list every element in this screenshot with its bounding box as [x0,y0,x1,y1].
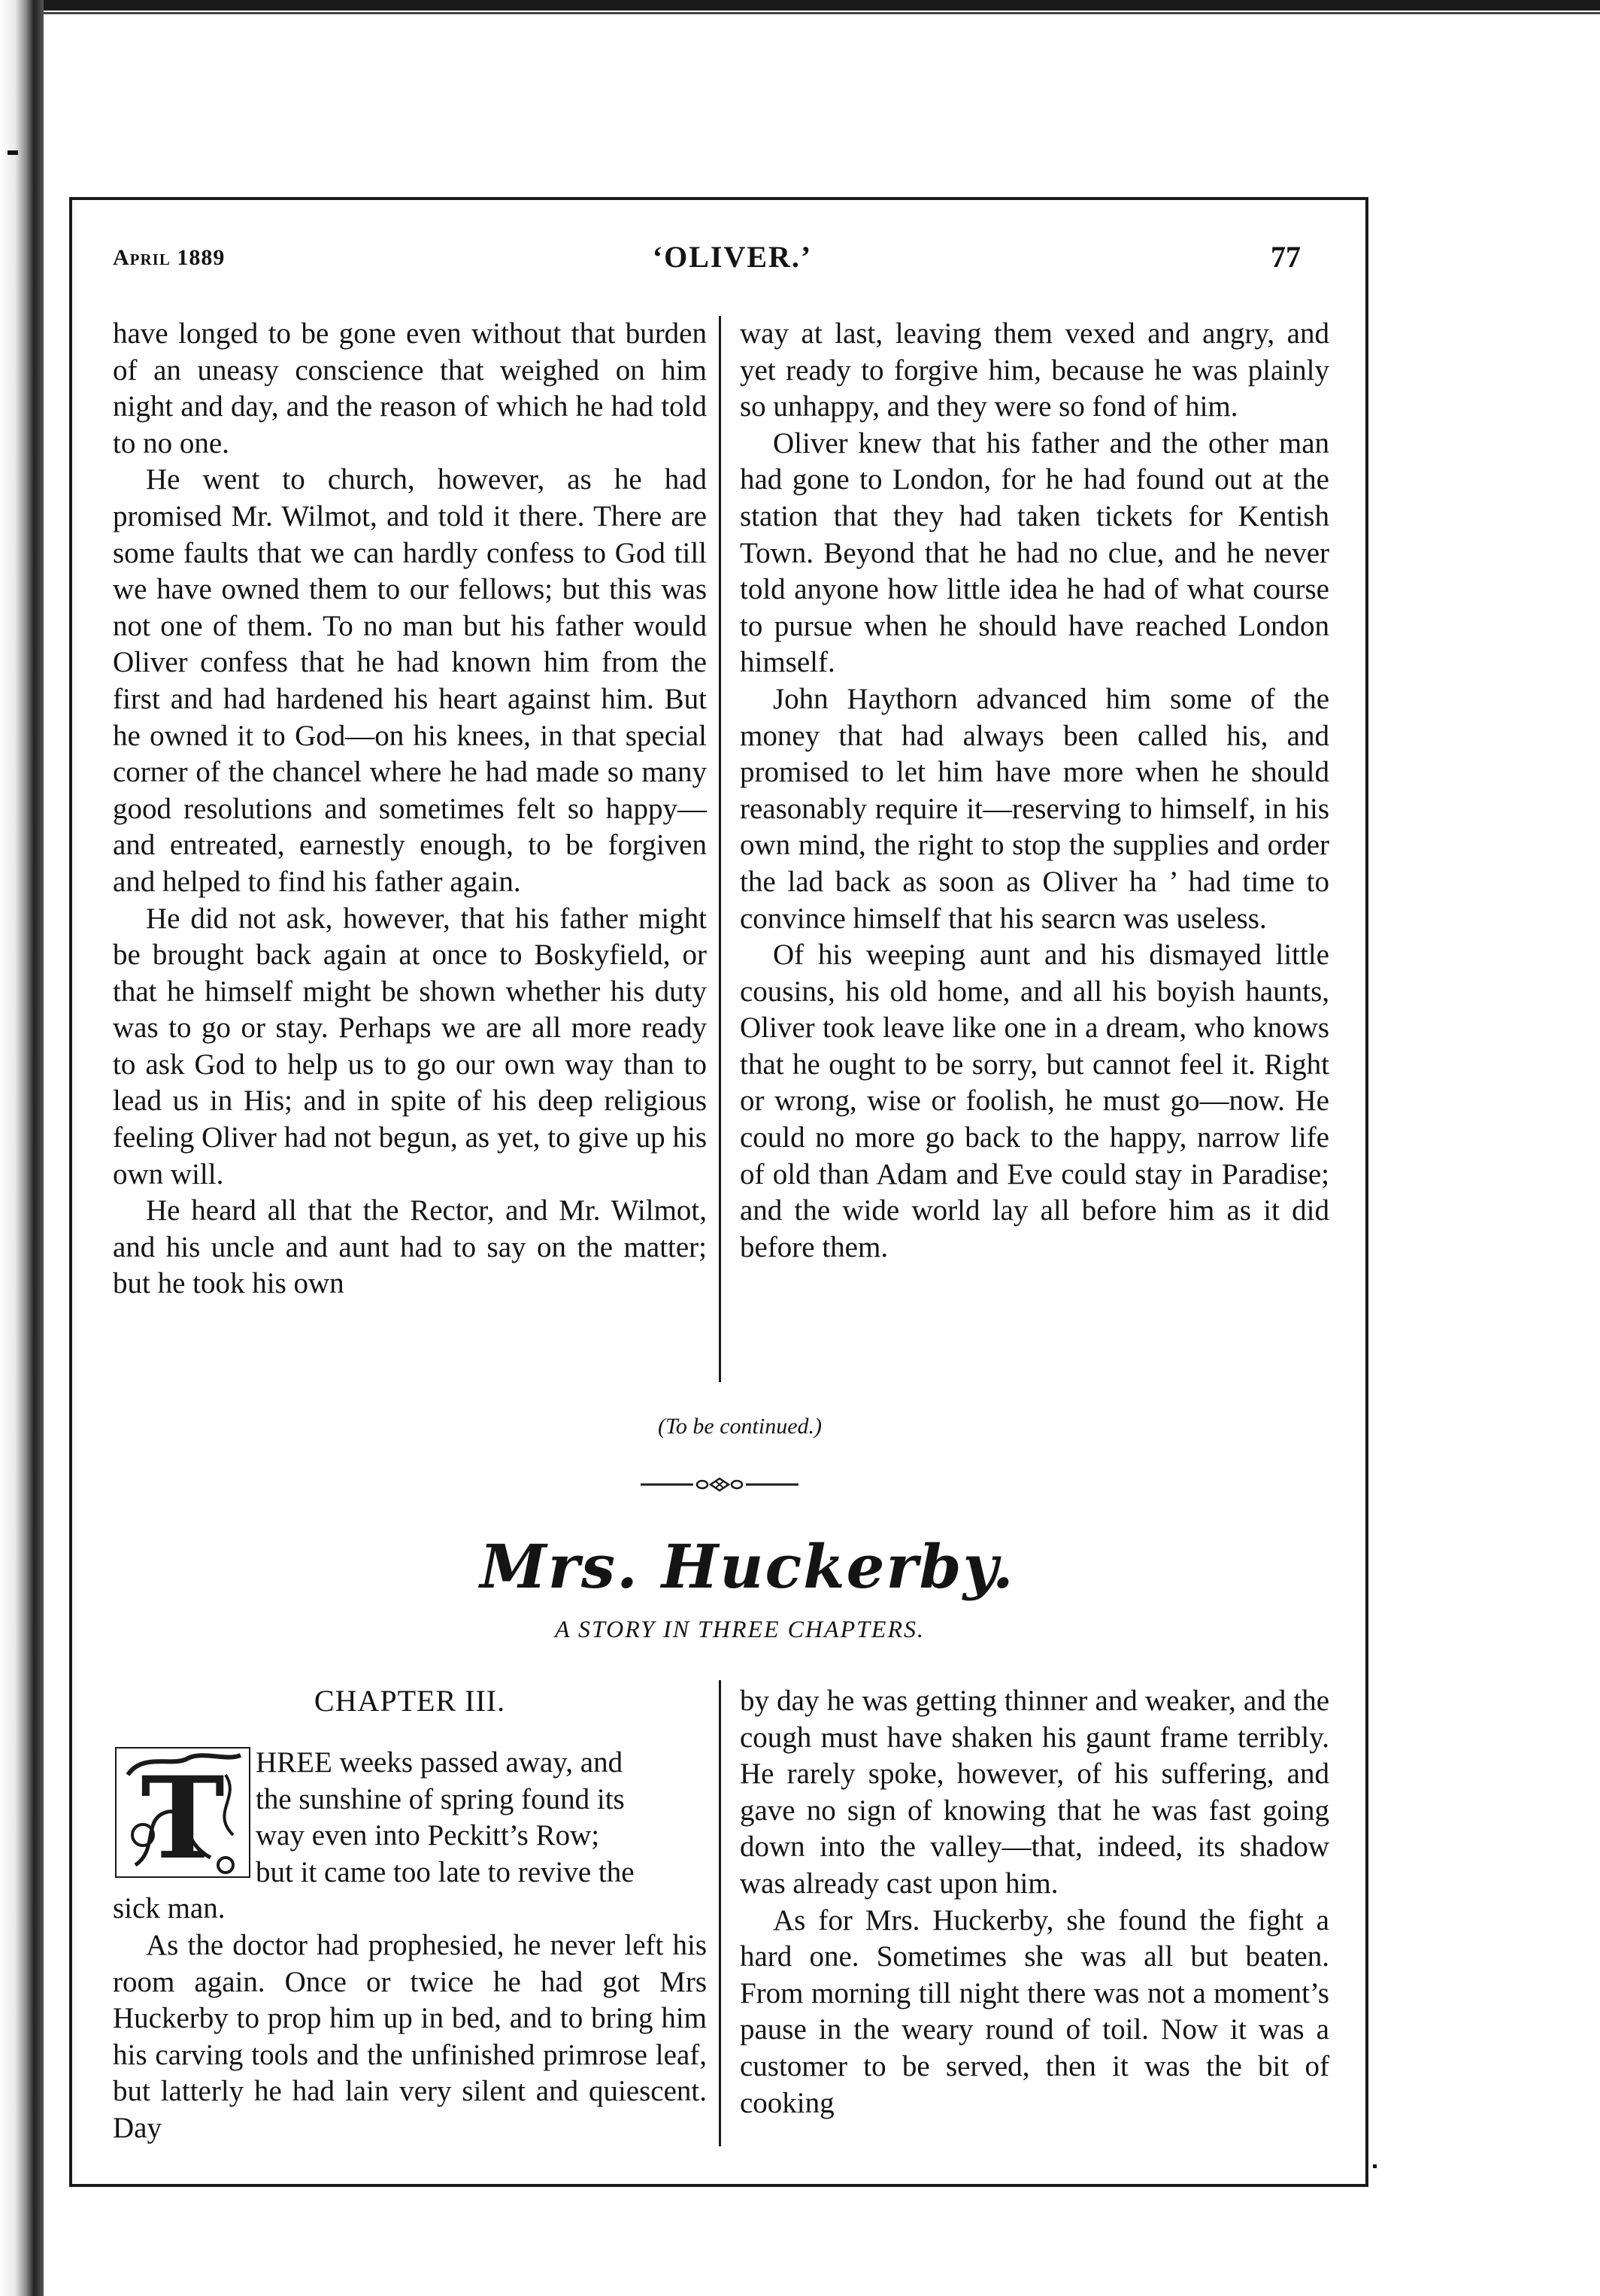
paragraph: way at last, leaving them vexed and angry, and yet ready to forgive him, because he was plainly so unhappy, and they were so fond of him. [740,317,1329,423]
chapter-heading: CHAPTER III. [314,1684,506,1718]
top-border-line-thin [30,12,1600,14]
story-subtitle: A STORY IN THREE CHAPTERS. [554,1615,926,1642]
header-title [0,239,1600,275]
continued-note-wrap [0,1414,1600,1439]
running-title: ‘OLIVER.’ [652,240,813,274]
story-title: Mrs. Huckerby. [480,1531,1015,1602]
column-divider [719,1680,721,2146]
opening-line: HREE weeks passed away, and [256,1746,623,1779]
page-binding-edge [0,0,44,2296]
paragraph: He went to church, however, as he had promised Mr. Wilmot, and told it there. There are some faults that we can hardly confess to God till we have owned them to our fellows; but this was not one of them. To no man but his father would Oliver confess that he had known him from the first and had hardened his heart against him. But he owned it to God—on his knees, in that special corner of the chancel where he had made so many good resolutions and sometimes felt so happy—and entreated, earnestly enough, to be forgiven and helped to find his father again. [113,463,707,898]
drop-cap-letter: T [141,1752,225,1880]
opening-line: but it came too late to revive the [256,1855,635,1888]
opening-line: way even into Peckitt’s Row; [256,1819,600,1852]
top-border-line [0,0,1600,11]
page-number: 77 [1271,240,1301,274]
continued-note: (To be continued.) [657,1414,823,1439]
paragraph: He heard all that the Rector, and Mr. Wilmot, and his uncle and aunt had to say on the matter; but he took his own [113,1194,707,1300]
paragraph: Of his weeping aunt and his dismayed little cousins, his old home, and all his boyish haunts, Oliver took leave like one in a dream, who knows that he ought to be sorry, but cannot feel it. Right or wrong, wise or foolish, he must go—now. He could no more go back to the happy, narrow life of old than Adam and Eve could stay in Paradise; and the wide world lay all before him as it did before them. [740,939,1329,1263]
paragraph: As for Mrs. Huckerby, she found the fight a hard one. Sometimes she was all but beaten. From morning till night there was not a moment’s pause in the weary round of toil. Now it was a customer to be served, then it was the bit of cooking [740,1903,1329,2119]
column-left-top [113,316,707,1303]
opening-line-rest: sick man. [113,1892,226,1925]
header-date: April 1889 [113,245,226,270]
section-ornament [641,1476,798,1494]
story-title-wrap [0,1531,1600,1602]
column-right-bottom [740,1683,1329,2122]
opening-line: the sunshine of spring found its [256,1782,625,1815]
paragraph: He did not ask, however, that his father might be brought back again at once to Boskyfield, or that he himself might be shown whether his duty was to go or stay. Perhaps we are all more ready to ask God to help us to go our own way than to lead us in His; and in spite of his deep religious feeling Oliver had not begun, as yet, to give up his own will. [113,902,707,1190]
page-speck [1373,2164,1377,2168]
opening-paragraph [113,1745,707,1927]
paragraph: by day he was getting thinner and weaker, and the cough must have shaken his gaunt frame terribly. He rarely spoke, however, of his suffering, and gave no sign of knowing that he was fast going down into the valley—that, indeed, its shadow was already cast upon him. [740,1685,1329,1900]
paragraph: As the doctor had prophesied, he never left his room again. Once or twice he had got Mrs Huckerby to prop him up in bed, and to bring him his carving tools and the unfinished primrose leaf, but latterly he had lain very silent and quiescent. Day [113,1928,707,2144]
column-right-top [740,316,1329,1266]
column-left-bottom [113,1745,707,2147]
story-subtitle-wrap [0,1615,1600,1643]
paragraph: have longed to be gone even without that burden of an uneasy conscience that weighed on him night and day, and the reason of which he had told to no one. [113,317,707,460]
paragraph: Oliver knew that his father and the other man had gone to London, for he had found out at the station that they had taken tickets for Kentish Town. Beyond that he had no clue, and he never told anyone how little idea he had of what course to pursue when he should have reached London himself. [740,426,1329,679]
column-divider [719,316,721,1382]
binding-mark [8,150,18,155]
paragraph: John Haythorn advanced him some of the money that had always been called his, and promised to let him have more when he should reasonably require it—reserving to himself, in his own mind, the right to stop the supplies and order the lad back as soon as Oliver ha ’ had time to convince himself that his searcn was useless. [740,682,1329,935]
